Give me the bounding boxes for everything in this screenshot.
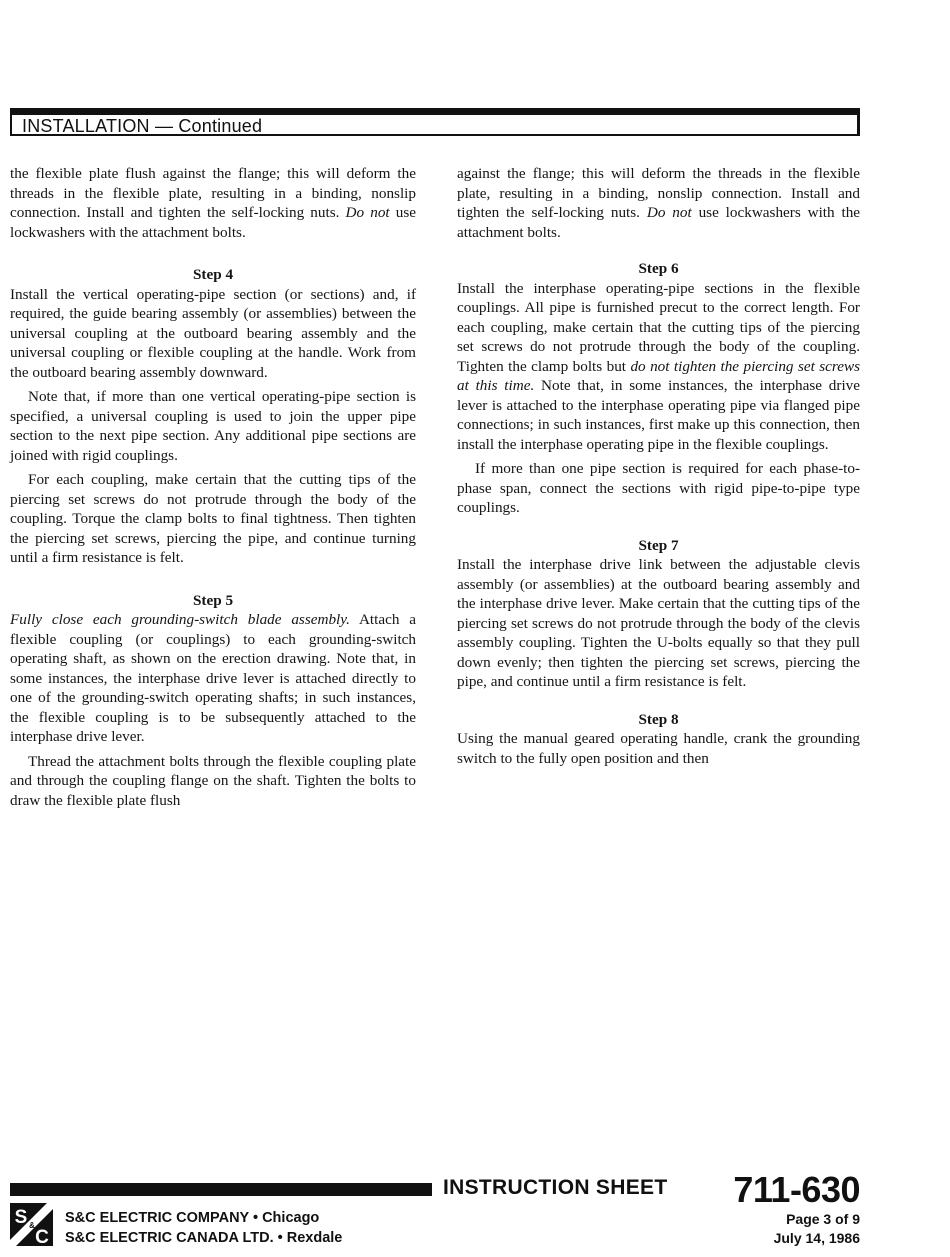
step-6-paragraph-1: Install the interphase operating-pipe sections in the flexible couplings. All pipe is furnished precut to the correct length. For each coupling, make certain that the cutting tips of the piercing set screws do not protrude through the body of the coupling. Tighten the clamp bolts but do not tighten the piercing set screws at this time. Note that, in some instances, the interphase drive lever is attached to the interphase operating pipe via flanged pipe connections; in such instances, first make up this connection, then install the interphase operating pipe in the flexible couplings.	[457, 279, 861, 453]
step-5-heading: Step 5	[192, 591, 234, 609]
section-header	[10, 108, 860, 136]
step-4-paragraph-1: Install the vertical operating-pipe section (or sections) and, if required, the guide bearing assembly (or assemblies) between the universal coupling at the outboard bearing assembly and the universal coupling or flexible coupling at the handle. Work from the outboard bearing assembly downward.	[10, 285, 416, 381]
step-6-paragraph-2: If more than one pipe section is required for each phase-to-phase span, connect the sections with rigid pipe-to-pipe type couplings.	[457, 460, 860, 516]
step-8-heading: Step 8	[638, 710, 679, 728]
page-number: Page 3 of 9	[786, 1211, 860, 1227]
step-4-heading: Step 4	[192, 266, 234, 283]
step-7-heading: Step 7	[638, 536, 679, 554]
left-column	[10, 164, 416, 815]
footer-rule	[10, 1183, 432, 1196]
svg-text:C: C	[35, 1227, 49, 1246]
instruction-sheet-label: INSTRUCTION SHEET	[443, 1176, 668, 1199]
step-7-paragraph-1: Install the interphase drive link between the adjustable clevis assembly (or assemblies) at the outboard bearing assembly and the interphase drive lever. Make certain that the cutting tips of the piercing set screws do not protrude through the body of the clevis assembly coupling. Tighten the U-bolts equally so that they pull down evenly; then tighten the piercing set screws, piercing the pipe, and continue until a firm resistance is felt.	[457, 556, 860, 690]
right-column	[457, 164, 860, 773]
section-header-title: INSTALLATION — Continued	[22, 116, 263, 136]
step-8-paragraph-1: Using the manual geared operating handle, crank the grounding switch to the fully open position and then	[457, 730, 860, 767]
step-6-heading: Step 6	[638, 260, 679, 277]
paragraph-continued: the flexible plate flush against the flange; this will deform the threads in the flexible plate, resulting in a binding, nonslip connection. Install and tighten the self-locking nuts. Do not use lockwashers with the attachment bolts.	[10, 165, 417, 241]
paragraph-continued: against the flange; this will deform the threads in the flexible plate, resulting in a binding, nonslip connection. Install and tighten the self-locking nuts. Do not use lockwashers with the attachment bolts.	[457, 165, 861, 241]
sc-logo-icon	[10, 1203, 53, 1246]
svg-text:&: &	[29, 1221, 35, 1230]
svg-text:S: S	[14, 1207, 28, 1228]
step-5-paragraph-2: Thread the attachment bolts through the flexible coupling plate and through the coupling flange on the shaft. Tighten the bolts to draw the flexible plate flush	[10, 752, 416, 809]
publication-date: July 14, 1986	[773, 1230, 860, 1246]
company-name-canada: S&C ELECTRIC CANADA LTD. • Rexdale	[65, 1230, 343, 1246]
step-4-paragraph-3: For each coupling, make certain that the cutting tips of the piercing set screws do not protrude through the body of the coupling. Torque the clamp bolts to final tightness. Then tighten the piercing set screws, piercing the pipe, and continue turning until a firm resistance is felt.	[10, 471, 416, 566]
company-name-us: S&C ELECTRIC COMPANY • Chicago	[65, 1210, 320, 1226]
instruction-sheet-number: 711-630	[733, 1169, 860, 1210]
step-5-paragraph-1: Fully close each grounding-switch blade assembly. Attach a flexible coupling (or couplings) to each grounding-switch operating shaft, as shown on the erection drawing. Note that, in some instances, the interphase drive lever is attached directly to one of the grounding-switch operating shafts; in such instances, the flexible coupling is to be subsequently attached to the interphase drive lever.	[10, 611, 416, 745]
step-4-paragraph-2: Note that, if more than one vertical operating-pipe section is specified, a universal coupling is used to join the upper pipe section to the next pipe section. Any additional pipe sections are joined with rigid couplings.	[10, 388, 416, 464]
